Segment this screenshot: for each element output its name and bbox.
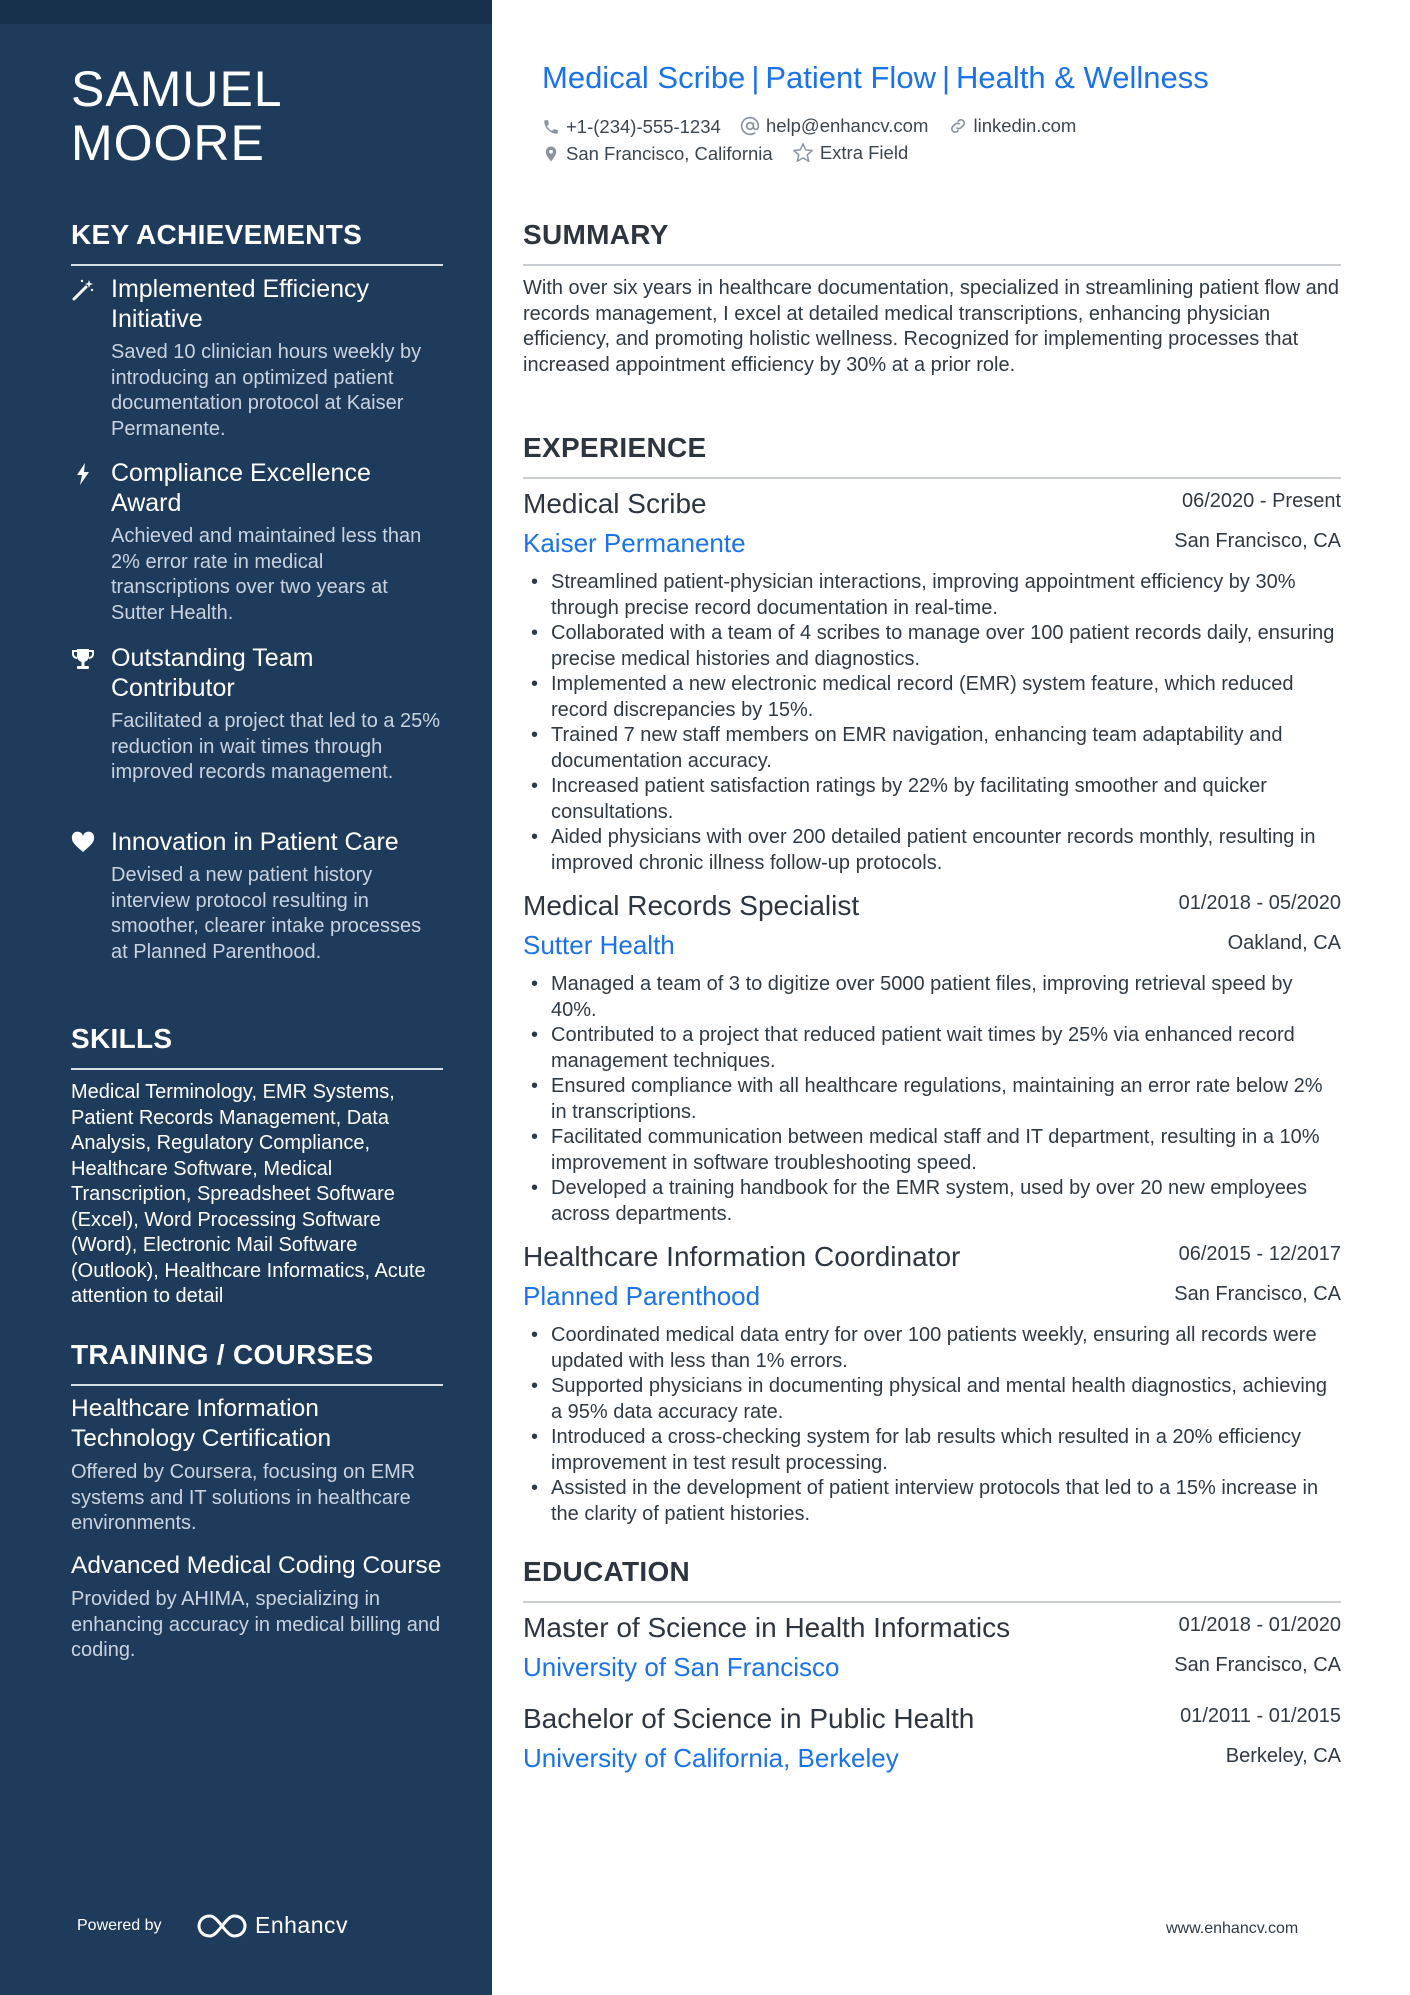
candidate-name (71, 62, 471, 170)
course-description: Provided by AHIMA, specializing in enhancing accuracy in medical billing and coding. (71, 1588, 441, 1661)
degree-title: Master of Science in Health Informatics (523, 1612, 1011, 1643)
course-description: Offered by Coursera, focusing on EMR systems and IT solutions in healthcare environments. (71, 1461, 416, 1534)
achievement-title: Compliance Excellence Award (111, 459, 371, 517)
achievement-description: Achieved and maintained less than 2% error rate in medical transcriptions over two years at Sutter Health. (111, 525, 422, 624)
education-location: Berkeley, CA (1225, 1745, 1341, 1767)
achievement-item (71, 274, 443, 442)
job-location: San Francisco, CA (1174, 1283, 1341, 1305)
location-pin-icon (542, 144, 560, 164)
job-bullet: • Facilitated communication between medical staff and IT department, resulting in a 10% improvement in software troubleshooting speed. (523, 1125, 1341, 1176)
lightning-bolt-icon (71, 462, 95, 486)
powered-by-label: Powered by (77, 1917, 162, 1934)
education-date: 01/2011 - 01/2015 (1180, 1705, 1341, 1727)
job-bullet: • Implemented a new electronic medical record (EMR) system feature, which reduced record discrepancies by 15%. (523, 672, 1341, 723)
sidebar (0, 0, 492, 1995)
link-text: linkedin.com (973, 115, 1077, 136)
job-bullets (523, 1323, 1341, 1527)
achievement-description: Saved 10 clinician hours weekly by introducing an optimized patient documentation protocol at Kaiser Permanente. (111, 341, 422, 440)
education-location: San Francisco, CA (1174, 1654, 1341, 1676)
contact-row (542, 114, 1090, 142)
contact-email[interactable] (740, 114, 928, 138)
education-heading: EDUCATION (523, 1555, 1341, 1603)
skills-list: Medical Terminology, EMR Systems, Patient Records Management, Data Analysis, Regulatory Compliance, Healthcare Software, Medical Transcription, Spreadsheet Software (Excel), Word Processing Software (Word), Electronic Mail Software (Outlook), Healthcare Informatics, Acute attention to detail (71, 1081, 426, 1307)
headline-focus: Patient Flow (765, 60, 936, 95)
sidebar-top-bar (0, 0, 492, 24)
footer-website[interactable]: www.enhancv.com (1166, 1920, 1299, 1937)
job-bullet: • Coordinated medical data entry for over 100 patients weekly, ensuring all records were updated with less than 1% errors. (523, 1323, 1341, 1374)
job-bullet: • Increased patient satisfaction ratings by 22% by facilitating smoother and quicker consultations. (523, 774, 1341, 825)
job-title: Healthcare Information Coordinator (523, 1241, 961, 1272)
job-date: 06/2020 - Present (1182, 490, 1341, 512)
job-bullets (523, 570, 1341, 876)
course-item (71, 1394, 449, 1537)
job-bullet: • Trained 7 new staff members on EMR navigation, enhancing team adaptability and documentation accuracy. (523, 723, 1341, 774)
trophy-icon (71, 647, 95, 671)
school-name: University of San Francisco (523, 1652, 840, 1682)
job-location: Oakland, CA (1227, 932, 1341, 954)
education-entry (523, 1610, 1341, 1690)
summary-text: With over six years in healthcare documentation, specialized in streamlining patient flow and records management, I excel at detailed medical transcriptions, enhancing physician efficiency, and promoting holistic wellness. Recognized for implementing processes that increased appointment efficiency by 30% at a prior role. (523, 277, 1339, 376)
education-date: 01/2018 - 01/2020 (1178, 1614, 1341, 1636)
achievement-title: Innovation in Patient Care (111, 828, 399, 856)
job-company: Sutter Health (523, 930, 675, 960)
training-courses-heading: TRAINING / COURSES (71, 1338, 443, 1386)
job-bullet: • Collaborated with a team of 4 scribes to manage over 100 patient records daily, ensuring precise medical histories and diagnostics. (523, 621, 1341, 672)
job-entry (523, 1239, 1341, 1527)
skills-heading: SKILLS (71, 1022, 443, 1070)
job-location: San Francisco, CA (1174, 530, 1341, 552)
phone-icon (542, 118, 560, 136)
at-sign-icon (740, 116, 760, 136)
link-icon (948, 116, 968, 136)
contact-location (542, 142, 773, 166)
job-title: Medical Records Specialist (523, 890, 860, 921)
course-title: Advanced Medical Coding Course (71, 1552, 442, 1579)
headline-domain: Health & Wellness (956, 60, 1209, 95)
contact-extra (792, 141, 908, 165)
email-text: help@enhancv.com (765, 115, 929, 136)
enhancv-logo-icon (196, 1904, 248, 1948)
achievement-item (71, 458, 443, 626)
job-title: Medical Scribe (523, 488, 707, 519)
education-entry (523, 1701, 1341, 1781)
achievement-item (71, 827, 443, 965)
headline-role: Medical Scribe (542, 60, 746, 95)
job-date: 06/2015 - 12/2017 (1178, 1243, 1341, 1265)
achievement-title: Implemented Efficiency Initiative (111, 275, 369, 333)
job-bullet: • Streamlined patient-physician interactions, improving appointment efficiency by 30% through precise record documentation in real-time. (523, 570, 1341, 621)
contact-phone[interactable] (542, 115, 721, 139)
job-bullet: • Aided physicians with over 200 detailed patient encounter records monthly, resulting in improved chronic illness follow-up protocols. (523, 825, 1341, 876)
job-bullet: • Supported physicians in documenting physical and mental health diagnostics, achieving a 95% data accuracy rate. (523, 1374, 1341, 1425)
key-achievements-heading: KEY ACHIEVEMENTS (71, 218, 443, 266)
enhancv-brand-name: Enhancv (255, 1912, 349, 1938)
job-bullets (523, 972, 1341, 1227)
achievement-title: Outstanding Team Contributor (111, 644, 314, 702)
experience-heading: EXPERIENCE (523, 431, 1341, 479)
phone-text: +1-(234)-555-1234 (566, 116, 721, 137)
headline (542, 58, 1209, 98)
job-company: Kaiser Permanente (523, 528, 746, 558)
last-name: MOORE (71, 115, 265, 171)
magic-wand-icon (71, 278, 95, 302)
star-icon (792, 142, 814, 164)
job-company: Planned Parenthood (523, 1281, 761, 1311)
achievement-description: Devised a new patient history interview protocol resulting in smoother, clearer intake processes at Planned Parenthood. (111, 864, 422, 963)
degree-title: Bachelor of Science in Public Health (523, 1703, 975, 1734)
job-bullet: • Assisted in the development of patient interview protocols that led to a 15% increase in the clarity of patient histories. (523, 1476, 1341, 1527)
job-bullet: • Ensured compliance with all healthcare regulations, maintaining an error rate below 2% in transcriptions. (523, 1074, 1341, 1125)
first-name: SAMUEL (71, 61, 283, 117)
extra-field-text: Extra Field (819, 142, 909, 163)
achievement-item (71, 643, 443, 786)
main-content (492, 0, 1410, 1995)
contact-row-2 (542, 141, 922, 170)
job-bullet: • Introduced a cross-checking system for lab results which resulted in a 20% efficiency improvement in test result processing. (523, 1425, 1341, 1476)
course-title: Healthcare Information Technology Certification (71, 1395, 332, 1452)
contact-link[interactable] (948, 114, 1077, 138)
location-text: San Francisco, California (566, 143, 773, 164)
achievement-description: Facilitated a project that led to a 25% reduction in wait times through improved records management. (111, 710, 441, 784)
job-bullet: • Managed a team of 3 to digitize over 5000 patient files, improving retrieval speed by 40%. (523, 972, 1341, 1023)
job-entry (523, 888, 1341, 1227)
job-date: 01/2018 - 05/2020 (1178, 892, 1341, 914)
summary-heading: SUMMARY (523, 218, 1341, 266)
school-name: University of California, Berkeley (523, 1743, 899, 1773)
job-bullet: • Contributed to a project that reduced patient wait times by 25% via enhanced record management techniques. (523, 1023, 1341, 1074)
job-bullet: • Developed a training handbook for the EMR system, used by over 20 new employees across departments. (523, 1176, 1341, 1227)
heart-icon (71, 831, 95, 855)
job-entry (523, 486, 1341, 876)
headline-separator: | (751, 60, 760, 95)
course-item (71, 1551, 449, 1664)
headline-separator: | (941, 60, 951, 95)
